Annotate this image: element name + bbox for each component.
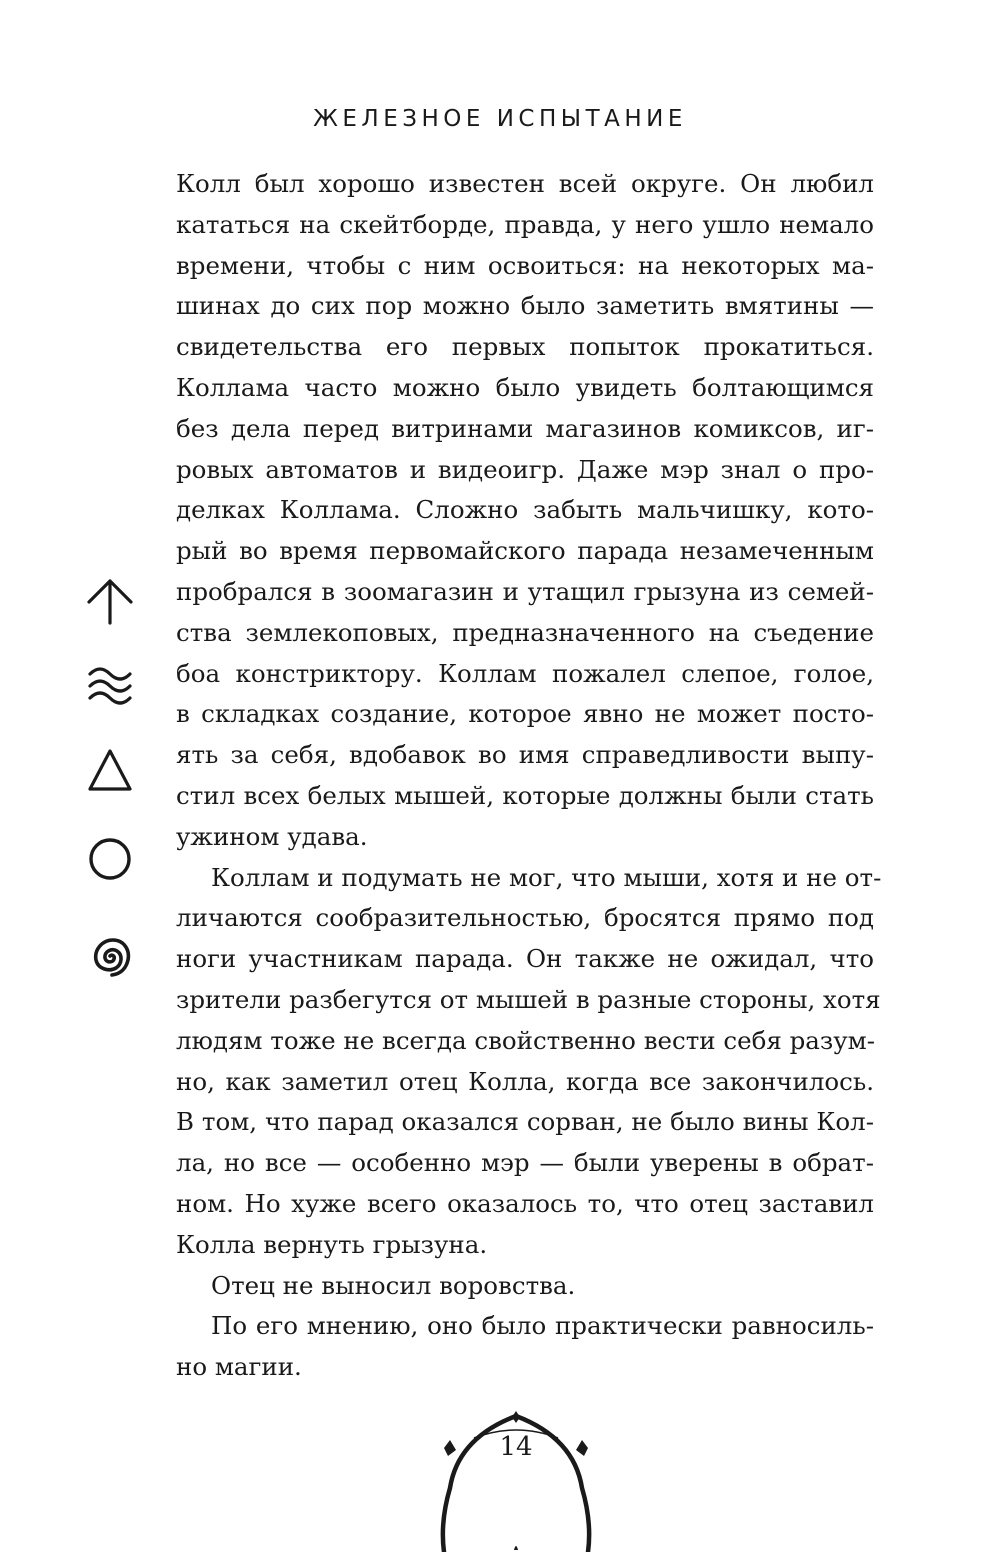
text-line: в складках создание, которое явно не может посто- — [176, 699, 874, 729]
body-text — [176, 164, 882, 1388]
text-line: зрители разбегутся от мышей в разные стороны, хотя — [176, 984, 881, 1014]
text-line: времени, чтобы с ним освоиться: на некоторых ма- — [176, 250, 874, 280]
text-line: без дела перед витринами магазинов комиксов, иг- — [176, 413, 874, 443]
text-line: личаются сообразительностью, бросятся прямо под — [176, 903, 874, 933]
text-line: ужином удава. — [176, 821, 368, 851]
earth-rune-icon — [84, 833, 136, 885]
text-line: Коллам и подумать не мог, что мыши, хотя и не от- — [211, 862, 882, 892]
text-line: шинах до сих пор можно было заметить вмятины — — [176, 291, 874, 321]
text-line: ла, но все — особенно мэр — были уверены в обрат- — [176, 1148, 874, 1178]
text-line: В том, что парад оказался сорван, не было вины Кол- — [176, 1107, 874, 1137]
text-line: людям тоже не всегда свойственно вести себя разум- — [176, 1025, 876, 1055]
text-line: пробрался в зоомагазин и утащил грызуна из семей- — [176, 576, 874, 606]
text-line: свидетельства его первых попыток прокатиться. — [176, 332, 874, 362]
text-line: но, как заметил отец Колла, когда все закончилось. — [176, 1066, 874, 1096]
text-line: боа констриктору. Коллам пожалел слепое, голое, — [176, 658, 874, 688]
text-line: но магии. — [176, 1352, 302, 1382]
water-rune-icon — [84, 659, 136, 711]
text-line: ять за себя, вдобавок во имя справедливости выпу- — [176, 740, 874, 770]
text-line: ровых автоматов и видеоигр. Даже мэр знал о про- — [176, 454, 874, 484]
text-line: кататься на скейтборде, правда, у него ушло немало — [176, 209, 874, 239]
text-line: Коллама часто можно было увидеть болтающимся — [176, 372, 874, 402]
text-line: рый во время первомайского парада незамеченным — [176, 536, 874, 566]
text-line: По его мнению, оно было практически равносиль- — [211, 1311, 874, 1341]
text-line: Отец не выносил воровства. — [211, 1270, 576, 1300]
text-line: ноги участникам парада. Он также не ожидал, что — [176, 944, 874, 974]
text-line: стил всех белых мышей, которые должны были стать — [176, 780, 874, 810]
chaos-rune-icon — [84, 930, 136, 982]
running-head: ЖЕЛЕЗНОЕ ИСПЫТАНИЕ — [313, 106, 687, 132]
text-line: ства землекоповых, предназначенного на съедение — [176, 617, 874, 647]
text-line: ном. Но хуже всего оказалось то, что отец заставил — [176, 1188, 874, 1218]
text-line: делках Коллама. Сложно забыть мальчишку, кото- — [176, 495, 874, 525]
fire-rune-icon — [84, 745, 136, 797]
page-number-frame — [436, 1410, 596, 1552]
page-number: 14 — [499, 1432, 533, 1462]
text-line: Колл был хорошо известен всей округе. Он любил — [176, 169, 874, 198]
text-line: Колла вернуть грызуна. — [176, 1229, 488, 1259]
air-rune-icon — [84, 575, 136, 627]
